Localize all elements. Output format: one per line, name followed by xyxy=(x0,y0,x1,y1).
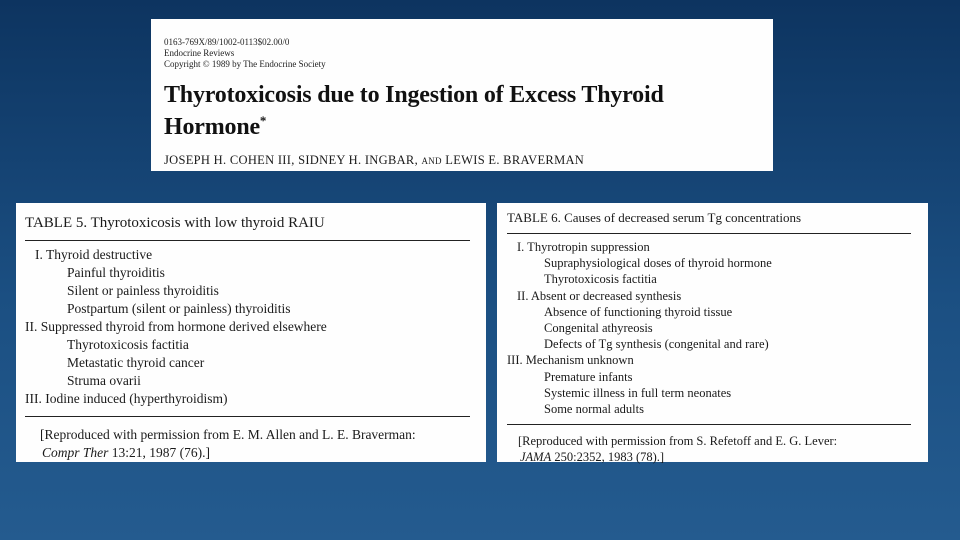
table-row: Thyrotoxicosis factitia xyxy=(544,272,657,287)
authors-and: AND xyxy=(421,156,442,166)
table-5-source-text: [Reproduced with permission from E. M. Allen and L. E. Braverman: xyxy=(40,427,416,442)
table-5-panel xyxy=(16,203,486,462)
article-header-panel xyxy=(151,19,773,171)
table-row: Congenital athyreosis xyxy=(544,321,653,336)
table-row: I. Thyroid destructive xyxy=(35,247,153,262)
table-5-caption xyxy=(25,214,470,232)
table-row: Supraphysiological doses of thyroid hormone xyxy=(544,256,772,271)
authors-part-2: LEWIS E. BRAVERMAN xyxy=(445,153,585,167)
table-row: Postpartum (silent or painless) thyroiditis xyxy=(67,301,291,316)
table-6-caption-text: Causes of decreased serum Tg concentrations xyxy=(564,210,802,225)
table-row: II. Absent or decreased synthesis xyxy=(517,288,682,303)
table-row: Painful thyroiditis xyxy=(67,265,165,280)
article-meta xyxy=(164,37,773,70)
article-authors xyxy=(164,153,773,168)
table-row: Struma ovarii xyxy=(67,373,141,388)
title-line-2-text: Hormone xyxy=(164,114,260,140)
table-6-label: TABLE 6. xyxy=(507,210,561,225)
table-row: Some normal adults xyxy=(544,402,644,417)
copyright-line: Copyright © 1989 by The Endocrine Society xyxy=(164,59,326,69)
authors-part-1: JOSEPH H. COHEN III, SIDNEY H. INGBAR, xyxy=(164,153,418,167)
table-5-top-rule xyxy=(25,240,470,241)
table-row: III. Iodine induced (hyperthyroidism) xyxy=(25,391,228,406)
table-6-top-rule xyxy=(507,233,911,234)
table-row: II. Suppressed thyroid from hormone derived elsewhere xyxy=(25,319,327,334)
table-row: Premature infants xyxy=(544,369,633,384)
table-6-source-journal: JAMA xyxy=(520,450,552,465)
table-6-bottom-rule xyxy=(507,424,911,425)
table-6-source-citation: 250:2352, 1983 (78).] xyxy=(554,450,665,465)
table-row: Metastatic thyroid cancer xyxy=(67,355,205,370)
table-row: Silent or painless thyroiditis xyxy=(67,283,219,298)
table-6-panel xyxy=(497,203,928,465)
table-row: I. Thyrotropin suppression xyxy=(517,240,650,254)
table-5-source-journal: Compr Ther xyxy=(42,445,109,460)
journal-name: Endocrine Reviews xyxy=(164,48,235,58)
article-code: 0163-769X/89/1002-0113$02.00/0 xyxy=(164,37,290,47)
table-6-source-text: [Reproduced with permission from S. Refetoff and E. G. Lever: xyxy=(518,434,838,449)
table-row: Defects of Tg synthesis (congenital and rare) xyxy=(544,337,769,352)
article-title xyxy=(164,83,773,140)
title-footnote-mark: * xyxy=(259,113,267,128)
table-row: III. Mechanism unknown xyxy=(507,353,634,368)
title-line-1: Thyrotoxicosis due to Ingestion of Excess Thyroid xyxy=(164,82,664,108)
table-6-caption xyxy=(507,210,911,226)
table-row: Thyrotoxicosis factitia xyxy=(67,337,189,352)
table-5-source xyxy=(25,426,470,462)
title-line-2 xyxy=(164,108,773,140)
table-row: Systemic illness in full term neonates xyxy=(544,385,732,400)
table-6-rows xyxy=(507,239,911,417)
table-row: Absence of functioning thyroid tissue xyxy=(544,304,733,319)
table-5-label: TABLE 5. xyxy=(25,215,88,231)
table-5-rows xyxy=(25,246,470,408)
table-5-bottom-rule xyxy=(25,416,470,417)
table-6-source xyxy=(507,433,911,465)
table-5-source-citation: 13:21, 1987 (76).] xyxy=(111,445,211,460)
table-5-caption-text: Thyrotoxicosis with low thyroid RAIU xyxy=(90,215,325,231)
